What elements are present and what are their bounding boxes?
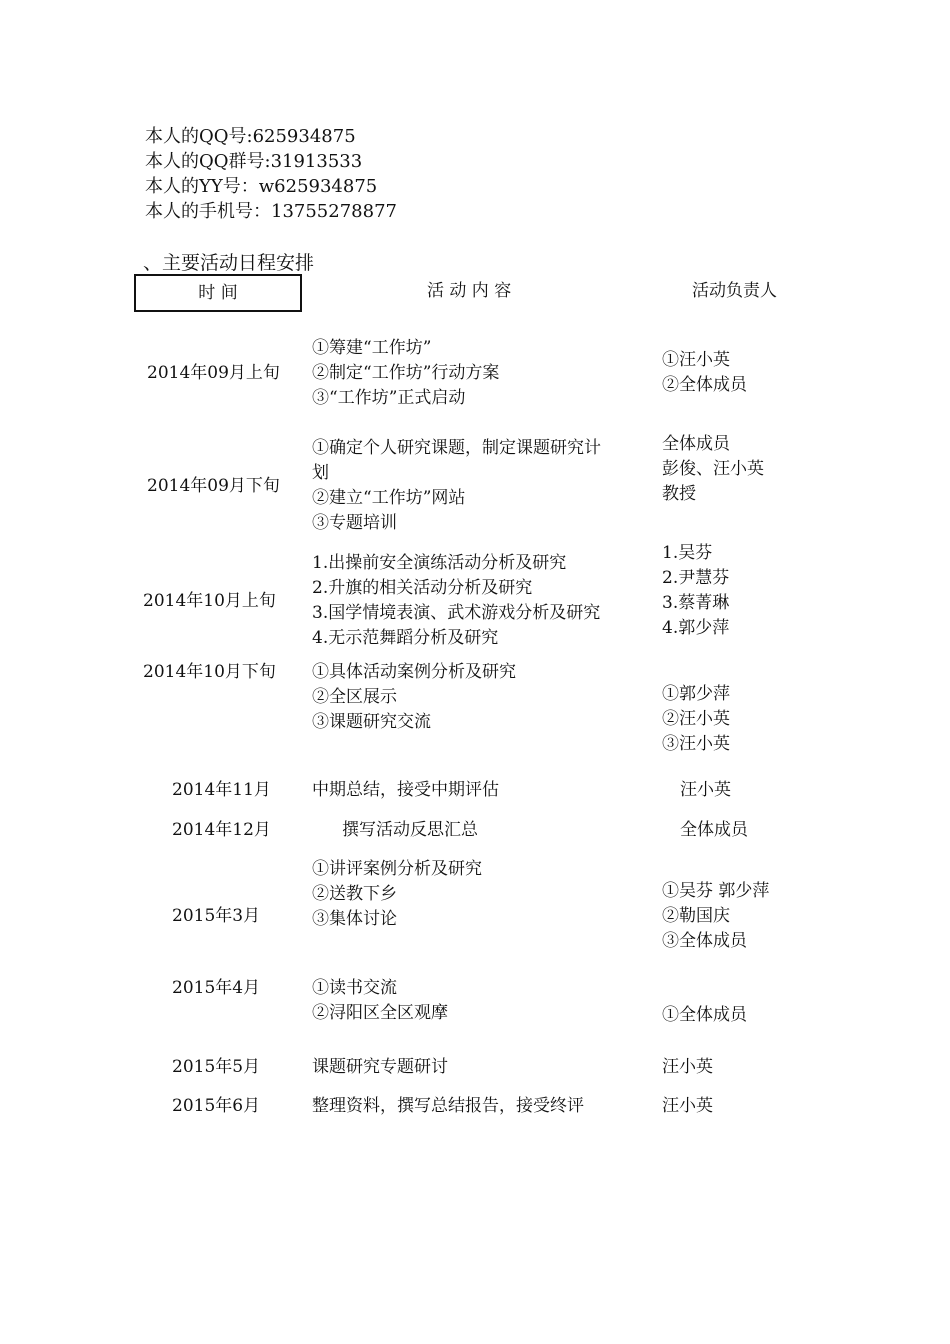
content-line: ②送教下乡 xyxy=(312,884,397,904)
row-responsible xyxy=(662,432,764,507)
row-time: 2014年10月上旬 xyxy=(143,591,276,611)
content-line: ①确定个人研究课题，制定课题研究计 xyxy=(312,438,601,458)
content-line: ③课题研究交流 xyxy=(312,712,431,732)
responsible-line: ①吴芬 郭少萍 xyxy=(662,881,770,901)
row-content xyxy=(312,976,448,1026)
responsible-line: 2.尹慧芬 xyxy=(662,568,730,588)
responsible-line: ①郭少萍 xyxy=(662,684,730,704)
responsible-line: ②勒国庆 xyxy=(662,906,730,926)
responsible-line: 3.蔡菁琳 xyxy=(662,593,730,613)
row-content xyxy=(342,818,478,843)
content-line: 中期总结，接受中期评估 xyxy=(312,780,499,800)
row-responsible xyxy=(662,1055,713,1080)
row-content xyxy=(312,660,516,735)
row-responsible xyxy=(662,682,730,757)
responsible-line: 1.吴芬 xyxy=(662,543,713,563)
row-responsible xyxy=(680,818,748,843)
row-responsible xyxy=(662,541,729,641)
row-time: 2015年3月 xyxy=(172,906,261,926)
row-responsible xyxy=(662,348,747,398)
responsible-line: 汪小英 xyxy=(662,1057,713,1077)
content-line: ②全区展示 xyxy=(312,687,397,707)
row-time: 2015年5月 xyxy=(172,1057,261,1077)
row-content xyxy=(312,857,482,932)
row-content xyxy=(312,436,601,536)
content-line: 划 xyxy=(312,463,329,483)
content-line: 整理资料，撰写总结报告，接受终评 xyxy=(312,1096,584,1116)
responsible-line: 汪小英 xyxy=(680,780,731,800)
row-content xyxy=(312,1055,448,1080)
responsible-line: ②汪小英 xyxy=(662,709,730,729)
content-line: ②制定“工作坊”行动方案 xyxy=(312,363,500,383)
content-line: 撰写活动反思汇总 xyxy=(342,820,478,840)
header-content: 活 动 内 容 xyxy=(427,281,512,301)
content-line: 4.无示范舞蹈分析及研究 xyxy=(312,628,499,648)
content-line: ①读书交流 xyxy=(312,978,397,998)
row-time: 2014年12月 xyxy=(172,820,271,840)
yy-number: 本人的YY号：w625934875 xyxy=(145,176,378,197)
phone-number: 本人的手机号：13755278877 xyxy=(145,201,397,222)
content-line: ①筹建“工作坊” xyxy=(312,338,432,358)
row-time: 2014年09月上旬 xyxy=(147,363,280,383)
content-line: ①讲评案例分析及研究 xyxy=(312,859,482,879)
responsible-line: ①汪小英 xyxy=(662,350,730,370)
section-title: 、主要活动日程安排 xyxy=(143,252,315,274)
responsible-line: ③全体成员 xyxy=(662,931,747,951)
contact-info xyxy=(145,124,397,224)
qq-number: 本人的QQ号:625934875 xyxy=(145,126,356,147)
content-line: 3.国学情境表演、武术游戏分析及研究 xyxy=(312,603,601,623)
content-line: ②浔阳区全区观摩 xyxy=(312,1003,448,1023)
qq-group-number: 本人的QQ群号:31913533 xyxy=(145,151,363,172)
row-responsible xyxy=(662,1094,713,1119)
row-time: 2015年6月 xyxy=(172,1096,261,1116)
content-line: ③专题培训 xyxy=(312,513,397,533)
header-time: 时 间 xyxy=(134,274,302,312)
content-line: ③“工作坊”正式启动 xyxy=(312,388,466,408)
content-line: 1.出操前安全演练活动分析及研究 xyxy=(312,553,567,573)
row-responsible xyxy=(662,1003,747,1028)
row-time: 2014年09月下旬 xyxy=(147,476,280,496)
row-content xyxy=(312,551,600,651)
responsible-line: ③汪小英 xyxy=(662,734,730,754)
row-content xyxy=(312,336,499,411)
row-time: 2015年4月 xyxy=(172,978,261,998)
row-time: 2014年10月下旬 xyxy=(143,662,276,682)
responsible-line: 全体成员 xyxy=(662,434,730,454)
row-content xyxy=(312,1094,584,1119)
row-responsible xyxy=(680,778,731,803)
responsible-line: 4.郭少萍 xyxy=(662,618,730,638)
row-time: 2014年11月 xyxy=(172,780,271,800)
content-line: ③集体讨论 xyxy=(312,909,397,929)
responsible-line: ①全体成员 xyxy=(662,1005,747,1025)
header-responsible: 活动负责人 xyxy=(692,281,777,301)
content-line: ①具体活动案例分析及研究 xyxy=(312,662,516,682)
content-line: 2.升旗的相关活动分析及研究 xyxy=(312,578,533,598)
responsible-line: 教授 xyxy=(662,484,696,504)
responsible-line: 全体成员 xyxy=(680,820,748,840)
responsible-line: 彭俊、汪小英 xyxy=(662,459,764,479)
responsible-line: 汪小英 xyxy=(662,1096,713,1116)
content-line: 课题研究专题研讨 xyxy=(312,1057,448,1077)
responsible-line: ②全体成员 xyxy=(662,375,747,395)
content-line: ②建立“工作坊”网站 xyxy=(312,488,466,508)
row-content xyxy=(312,778,499,803)
row-responsible xyxy=(662,879,769,954)
